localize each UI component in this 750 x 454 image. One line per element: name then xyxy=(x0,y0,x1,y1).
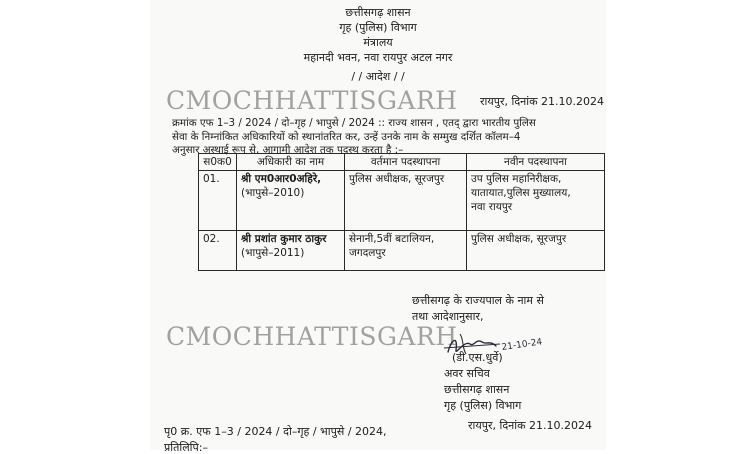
officer-name-cell xyxy=(237,171,345,231)
officer-name-cell xyxy=(237,231,345,271)
row-sno: 02. xyxy=(199,231,237,271)
signatory-govt: छत्तीसगढ़ शासन xyxy=(444,383,510,396)
new-posting-cell xyxy=(467,171,605,231)
current-posting: पुलिस अधीक्षक, सूरजपुर xyxy=(345,171,467,231)
header-department: गृह (पुलिस) विभाग xyxy=(339,21,417,34)
current-posting-line: सेनानी,5वीं बटालियन, xyxy=(349,233,435,245)
watermark-bottom: CMOCHHATTISGARH xyxy=(166,322,458,351)
footer-place-date: रायपुर, दिनांक 21.10.2024 xyxy=(468,419,593,432)
footer-reference: पृ0 क्र. एफ 1–3 / 2024 / दो–गृह / भापुसे / 2024, xyxy=(164,425,387,438)
column-header-current-posting: वर्तमान पदस्थापना xyxy=(345,154,467,171)
officer-name: श्री एम0आर0अहिरे, xyxy=(241,173,322,185)
header-govt: छत्तीसगढ़ शासन xyxy=(345,6,411,19)
table-header-row xyxy=(199,154,605,171)
body-line-3: अनुसार अस्थाई रूप से, आगामी आदेश तक पदस्थ करता है :– xyxy=(172,144,404,156)
new-posting-line: उप पुलिस महानिरीक्षक, xyxy=(471,173,562,185)
new-posting: पुलिस अधीक्षक, सूरजपुर xyxy=(467,231,605,271)
new-posting-line: यातायात,पुलिस मुख्यालय, xyxy=(471,187,571,199)
signature-date: 21-10-24 xyxy=(501,337,543,353)
body-line-2: सेवा के निम्नांकित अधिकारियों को स्थानांतरित कर, उन्हें उनके नाम के सम्मुख दर्शित कॉलम–4 xyxy=(172,131,521,143)
current-posting-cell xyxy=(345,231,467,271)
column-header-new-posting: नवीन पदस्थापना xyxy=(467,154,605,171)
header-address: महानदी भवन, नवा रायपुर अटल नगर xyxy=(303,51,453,64)
order-place-date: रायपुर, दिनांक 21.10.2024 xyxy=(480,95,605,108)
closing-line-1: छत्तीसगढ़ के राज्यपाल के नाम से xyxy=(412,294,544,307)
closing-line-2: तथा आदेशानुसार, xyxy=(412,310,484,323)
header-ministry: मंत्रालय xyxy=(363,36,393,49)
officer-service: (भापुसे–2011) xyxy=(241,247,305,259)
order-heading: / / आदेश / / xyxy=(351,70,405,83)
document-page xyxy=(150,0,606,454)
officer-name: श्री प्रशांत कुमार ठाकुर xyxy=(241,233,327,245)
column-header-officer-name: अधिकारी का नाम xyxy=(237,154,345,171)
signatory-designation: अवर सचिव xyxy=(444,367,490,380)
table-row xyxy=(199,231,605,271)
transfer-table xyxy=(198,153,605,271)
body-line-1: क्रमांक एफ 1–3 / 2024 / दो–गृह / भापुसे / 2024 :: राज्य शासन , एतद् द्वारा भारतीय पुलिस xyxy=(172,117,536,129)
new-posting-line: नवा रायपुर xyxy=(471,201,513,213)
signatory-department: गृह (पुलिस) विभाग xyxy=(444,399,522,412)
officer-service: (भापुसे–2010) xyxy=(241,187,305,199)
footer-copy-to: प्रतिलिपि:– xyxy=(164,441,208,454)
watermark-top: CMOCHHATTISGARH xyxy=(166,86,458,115)
current-posting-line: जगदलपुर xyxy=(349,247,386,259)
column-header-sno: स0क0 xyxy=(199,154,237,171)
signatory-name: (डी.एस.धुर्वे) xyxy=(452,351,503,364)
row-sno: 01. xyxy=(199,171,237,231)
table-row xyxy=(199,171,605,231)
